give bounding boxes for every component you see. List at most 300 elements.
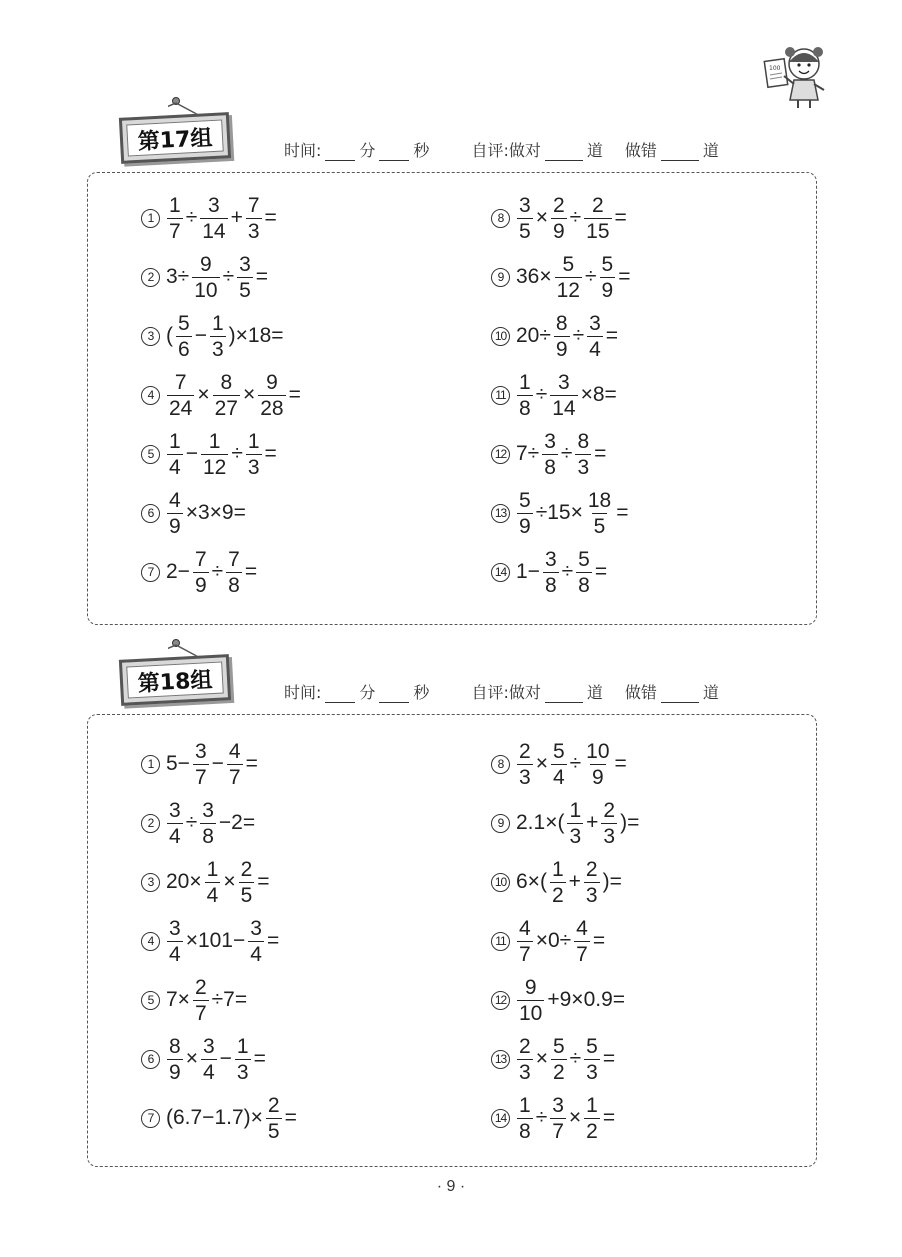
expression-text: ÷ <box>569 206 582 229</box>
numerator: 2 <box>519 739 531 763</box>
problem-number: 4 <box>141 386 160 405</box>
numerator: 3 <box>194 739 207 763</box>
numerator: 3 <box>169 916 181 940</box>
second-label: 秒 <box>413 683 430 702</box>
denominator: 3 <box>247 455 260 479</box>
fraction <box>167 918 183 965</box>
fraction <box>551 741 567 788</box>
fraction <box>517 977 544 1024</box>
expression-text: −2= <box>218 811 256 834</box>
denominator: 9 <box>552 219 565 243</box>
problem-number: 4 <box>141 932 160 951</box>
group-title: 第18组 <box>126 662 224 699</box>
denominator: 3 <box>519 1060 531 1084</box>
problem-number: 13 <box>491 504 510 523</box>
numerator: 1 <box>236 1034 249 1058</box>
denominator: 4 <box>250 942 262 966</box>
numerator: 2 <box>519 1034 531 1058</box>
fraction <box>574 918 590 965</box>
denominator: 9 <box>169 514 181 538</box>
problem-item <box>141 428 278 480</box>
expression-text: = <box>257 870 270 893</box>
problem-item <box>491 428 607 480</box>
problem-item <box>491 487 629 539</box>
time-label: 时间: <box>284 683 322 702</box>
problem-number: 8 <box>491 209 510 228</box>
expression-text: 1− <box>516 560 540 583</box>
expression-text: 2− <box>166 560 190 583</box>
expression-text: ÷ <box>560 442 573 465</box>
denominator: 3 <box>569 824 582 848</box>
problem-number: 3 <box>141 327 160 346</box>
expression-text: 2.1×( <box>516 811 565 834</box>
expression-text: × <box>568 1106 582 1129</box>
fraction <box>167 195 183 242</box>
group-sign <box>120 645 238 703</box>
record-line <box>284 138 719 161</box>
fraction <box>210 313 226 360</box>
problem-number: 10 <box>491 327 510 346</box>
numerator: 3 <box>239 252 251 276</box>
problem-item <box>141 856 271 908</box>
expression-text: 3÷ <box>166 265 190 288</box>
fraction <box>550 859 566 906</box>
numerator: 7 <box>174 370 187 394</box>
fraction <box>167 490 183 537</box>
numerator: 3 <box>552 1093 564 1117</box>
expression-text: − <box>194 324 207 347</box>
fraction <box>601 800 617 847</box>
expression-text: = <box>245 752 258 775</box>
denominator: 4 <box>202 1060 215 1084</box>
problem-item <box>141 1092 298 1144</box>
denominator: 4 <box>589 337 601 361</box>
seconds-field[interactable] <box>379 688 409 703</box>
denominator: 14 <box>202 219 226 243</box>
problem-item <box>141 310 285 362</box>
problem-item <box>141 251 269 303</box>
numerator: 3 <box>589 311 601 335</box>
expression-text: = <box>602 1106 616 1129</box>
wrong-count-field[interactable] <box>661 688 699 703</box>
problem-number: 11 <box>491 932 510 951</box>
svg-text:100: 100 <box>769 65 781 72</box>
expression-text: × <box>185 1047 198 1070</box>
denominator: 9 <box>519 514 531 538</box>
numerator: 2 <box>585 857 598 881</box>
fraction <box>205 859 221 906</box>
expression-text: = <box>594 442 607 465</box>
expression-text: = <box>255 265 269 288</box>
fraction <box>584 1095 600 1142</box>
numerator: 4 <box>519 916 531 940</box>
numerator: 1 <box>551 857 564 881</box>
denominator: 3 <box>586 1060 598 1084</box>
expression-text: 20× <box>166 870 202 893</box>
denominator: 7 <box>194 765 207 789</box>
numerator: 4 <box>169 488 181 512</box>
problem-item <box>491 310 619 362</box>
fraction <box>517 490 533 537</box>
dao-label: 道 <box>702 141 719 160</box>
expression-text: = <box>605 324 619 347</box>
self-eval-label: 自评:做对 <box>471 141 541 160</box>
fraction <box>239 859 255 906</box>
seconds-field[interactable] <box>379 146 409 161</box>
denominator: 28 <box>260 396 284 420</box>
wrong-count-field[interactable] <box>661 146 699 161</box>
denominator: 5 <box>267 1119 280 1143</box>
problem-number: 3 <box>141 873 160 892</box>
expression-text: ÷ <box>185 811 198 834</box>
fraction <box>167 431 183 478</box>
numerator: 3 <box>169 798 181 822</box>
denominator: 4 <box>552 765 565 789</box>
problem-item <box>141 369 302 421</box>
fraction <box>235 1036 251 1083</box>
fraction <box>567 800 583 847</box>
denominator: 3 <box>585 883 598 907</box>
wrong-label: 做错 <box>624 141 657 160</box>
problem-item <box>491 738 628 790</box>
expression-text: = <box>614 206 627 229</box>
denominator: 2 <box>551 883 564 907</box>
fraction <box>237 254 253 301</box>
fraction <box>193 549 209 596</box>
numerator: 5 <box>178 311 190 335</box>
numerator: 4 <box>228 739 241 763</box>
expression-text: ×0÷ <box>535 929 572 952</box>
expression-text: × <box>242 383 256 406</box>
expression-text: ÷ <box>185 206 198 229</box>
numerator: 5 <box>552 739 565 763</box>
fraction <box>517 1095 533 1142</box>
denominator: 2 <box>552 1060 565 1084</box>
minute-label: 分 <box>359 141 376 160</box>
fraction <box>575 431 591 478</box>
fraction <box>201 431 228 478</box>
denominator: 4 <box>169 455 181 479</box>
denominator: 4 <box>206 883 219 907</box>
fraction <box>554 313 570 360</box>
fraction <box>517 918 533 965</box>
fraction <box>167 800 183 847</box>
denominator: 4 <box>169 824 181 848</box>
expression-text: ×101− <box>185 929 246 952</box>
denominator: 8 <box>578 573 590 597</box>
denominator: 5 <box>240 883 253 907</box>
numerator: 3 <box>202 798 214 822</box>
expression-text: = <box>264 206 277 229</box>
expression-text: 7÷ <box>516 442 540 465</box>
numerator: 1 <box>208 429 221 453</box>
numerator: 1 <box>169 193 181 217</box>
expression-text: (6.7−1.7)× <box>166 1106 263 1129</box>
fraction <box>200 195 227 242</box>
expression-text: = <box>602 1047 616 1070</box>
denominator: 9 <box>169 1060 181 1084</box>
numerator: 3 <box>208 193 220 217</box>
expression-text: 36× <box>516 265 552 288</box>
fraction <box>551 1036 567 1083</box>
expression-text: − <box>185 442 198 465</box>
expression-text: + <box>568 870 581 893</box>
numerator: 5 <box>519 488 531 512</box>
group-sign <box>120 103 238 161</box>
denominator: 15 <box>586 219 610 243</box>
problem-item <box>491 192 628 244</box>
fraction <box>517 1036 533 1083</box>
numerator: 8 <box>220 370 233 394</box>
denominator: 12 <box>556 278 580 302</box>
expression-text: ÷ <box>572 324 585 347</box>
problem-item <box>491 1092 616 1144</box>
denominator: 8 <box>228 573 240 597</box>
fraction <box>576 549 592 596</box>
numerator: 1 <box>569 798 582 822</box>
denominator: 12 <box>202 455 227 479</box>
expression-text: − <box>211 752 224 775</box>
numerator: 8 <box>169 1034 181 1058</box>
denominator: 9 <box>592 765 604 789</box>
denominator: 9 <box>194 573 207 597</box>
expression-text: = <box>614 752 627 775</box>
expression-text: = <box>284 1106 297 1129</box>
problem-number: 1 <box>141 209 160 228</box>
fraction <box>587 313 603 360</box>
expression-text: = <box>266 929 280 952</box>
numerator: 5 <box>578 547 590 571</box>
fraction <box>176 313 192 360</box>
denominator: 14 <box>552 396 576 420</box>
expression-text: 7× <box>166 988 190 1011</box>
expression-text: ÷15× <box>535 501 583 524</box>
numerator: 2 <box>603 798 616 822</box>
expression-text: × <box>535 752 548 775</box>
numerator: 5 <box>586 1034 598 1058</box>
fraction <box>266 1095 282 1142</box>
problem-item <box>491 251 631 303</box>
expression-text: × <box>535 206 548 229</box>
expression-text: 5− <box>166 752 190 775</box>
fraction <box>600 254 616 301</box>
expression-text: × <box>535 1047 548 1070</box>
minute-label: 分 <box>359 683 376 702</box>
expression-text: = <box>264 442 277 465</box>
fraction <box>246 431 262 478</box>
denominator: 8 <box>202 824 214 848</box>
page-number: · 9 · <box>436 1178 466 1195</box>
problem-number: 6 <box>141 504 160 523</box>
expression-text: = <box>594 560 608 583</box>
expression-text: − <box>219 1047 232 1070</box>
numerator: 10 <box>586 739 610 763</box>
numerator: 2 <box>267 1093 280 1117</box>
denominator: 8 <box>544 573 557 597</box>
expression-text: = <box>244 560 258 583</box>
numerator: 7 <box>228 547 240 571</box>
expression-text: ÷ <box>222 265 235 288</box>
numerator: 1 <box>169 429 181 453</box>
dao-label: 道 <box>586 683 603 702</box>
correct-count-field[interactable] <box>545 688 583 703</box>
problem-item <box>491 369 618 421</box>
problem-number: 5 <box>141 991 160 1010</box>
fraction <box>201 1036 217 1083</box>
fraction <box>200 800 216 847</box>
denominator: 9 <box>601 278 614 302</box>
denominator: 10 <box>194 278 218 302</box>
denominator: 7 <box>169 219 181 243</box>
expression-text: ÷ <box>231 442 243 465</box>
fraction <box>542 431 558 478</box>
expression-text: ×8= <box>580 383 617 406</box>
denominator: 3 <box>211 337 224 361</box>
denominator: 3 <box>577 455 590 479</box>
expression-text: = <box>618 265 631 288</box>
problem-item <box>141 192 278 244</box>
minutes-field[interactable] <box>325 146 355 161</box>
fraction <box>584 1036 600 1083</box>
numerator: 1 <box>211 311 224 335</box>
fraction <box>213 372 240 419</box>
denominator: 9 <box>555 337 568 361</box>
numerator: 1 <box>247 429 260 453</box>
fraction <box>584 195 611 242</box>
numerator: 5 <box>552 1034 565 1058</box>
numerator: 2 <box>592 193 604 217</box>
fraction <box>246 195 262 242</box>
problem-item <box>141 546 258 598</box>
numerator: 7 <box>247 193 260 217</box>
numerator: 9 <box>266 370 278 394</box>
expression-text: × <box>197 383 210 406</box>
expression-text: )= <box>620 811 640 834</box>
numerator: 2 <box>194 975 207 999</box>
problem-item <box>491 856 623 908</box>
fraction <box>551 195 567 242</box>
fraction <box>584 741 611 788</box>
denominator: 7 <box>519 942 531 966</box>
fraction <box>226 549 242 596</box>
expression-text: = <box>592 929 606 952</box>
denominator: 7 <box>194 1001 207 1025</box>
expression-text: +9×0.9= <box>547 988 626 1011</box>
fraction <box>258 372 285 419</box>
problem-number: 10 <box>491 873 510 892</box>
numerator: 1 <box>519 370 531 394</box>
problem-number: 6 <box>141 1050 160 1069</box>
problem-number: 14 <box>491 563 510 582</box>
problem-number: 8 <box>491 755 510 774</box>
denominator: 5 <box>239 278 251 302</box>
denominator: 8 <box>519 396 531 420</box>
numerator: 5 <box>601 252 614 276</box>
fraction <box>227 741 243 788</box>
fraction <box>586 490 613 537</box>
problem-number: 7 <box>141 1109 160 1128</box>
expression-text: ÷ <box>561 560 574 583</box>
denominator: 7 <box>228 765 241 789</box>
numerator: 2 <box>240 857 253 881</box>
numerator: 7 <box>194 547 207 571</box>
denominator: 6 <box>178 337 190 361</box>
numerator: 18 <box>587 488 612 512</box>
expression-text: ( <box>166 324 173 347</box>
problem-item <box>141 915 280 967</box>
fraction <box>248 918 264 965</box>
problem-item <box>491 915 606 967</box>
denominator: 2 <box>586 1119 598 1143</box>
denominator: 3 <box>247 219 260 243</box>
expression-text: )= <box>602 870 622 893</box>
expression-text: 20÷ <box>516 324 551 347</box>
expression-text: + <box>586 811 599 834</box>
time-label: 时间: <box>284 141 322 160</box>
problem-number: 2 <box>141 268 160 287</box>
problem-number: 7 <box>141 563 160 582</box>
numerator: 1 <box>519 1093 531 1117</box>
dao-label: 道 <box>702 683 719 702</box>
fraction <box>555 254 582 301</box>
problem-number: 11 <box>491 386 510 405</box>
denominator: 8 <box>519 1119 531 1143</box>
dao-label: 道 <box>586 141 603 160</box>
numerator: 1 <box>586 1093 598 1117</box>
denominator: 3 <box>603 824 616 848</box>
problem-number: 12 <box>491 445 510 464</box>
denominator: 5 <box>519 219 531 243</box>
fraction <box>167 1036 183 1083</box>
problem-item <box>141 974 248 1026</box>
fraction <box>193 741 209 788</box>
problem-item <box>141 797 256 849</box>
denominator: 24 <box>169 396 193 420</box>
correct-count-field[interactable] <box>545 146 583 161</box>
numerator: 3 <box>202 1034 215 1058</box>
record-line <box>284 680 719 703</box>
numerator: 2 <box>552 193 565 217</box>
problem-item <box>491 1033 616 1085</box>
numerator: 3 <box>519 193 531 217</box>
expression-text: ÷ <box>584 265 597 288</box>
expression-text: ÷ <box>569 1047 582 1070</box>
denominator: 27 <box>214 396 238 420</box>
denominator: 8 <box>544 455 556 479</box>
numerator: 3 <box>544 547 557 571</box>
expression-text: ÷ <box>211 560 224 583</box>
fraction <box>517 741 533 788</box>
problem-item <box>491 974 626 1026</box>
expression-text: ÷7= <box>211 988 248 1011</box>
minutes-field[interactable] <box>325 688 355 703</box>
expression-text: = <box>616 501 629 524</box>
problem-item <box>141 1033 267 1085</box>
fraction <box>517 372 533 419</box>
expression-text: + <box>230 206 243 229</box>
fraction <box>193 977 209 1024</box>
fraction <box>584 859 600 906</box>
group-title: 第17组 <box>126 120 224 157</box>
expression-text: ÷ <box>569 752 582 775</box>
girl-with-test-paper-icon <box>760 40 835 110</box>
fraction <box>517 195 533 242</box>
problem-number: 13 <box>491 1050 510 1069</box>
self-eval-label: 自评:做对 <box>471 683 541 702</box>
denominator: 5 <box>593 514 606 538</box>
numerator: 9 <box>524 975 537 999</box>
problem-item <box>141 738 259 790</box>
